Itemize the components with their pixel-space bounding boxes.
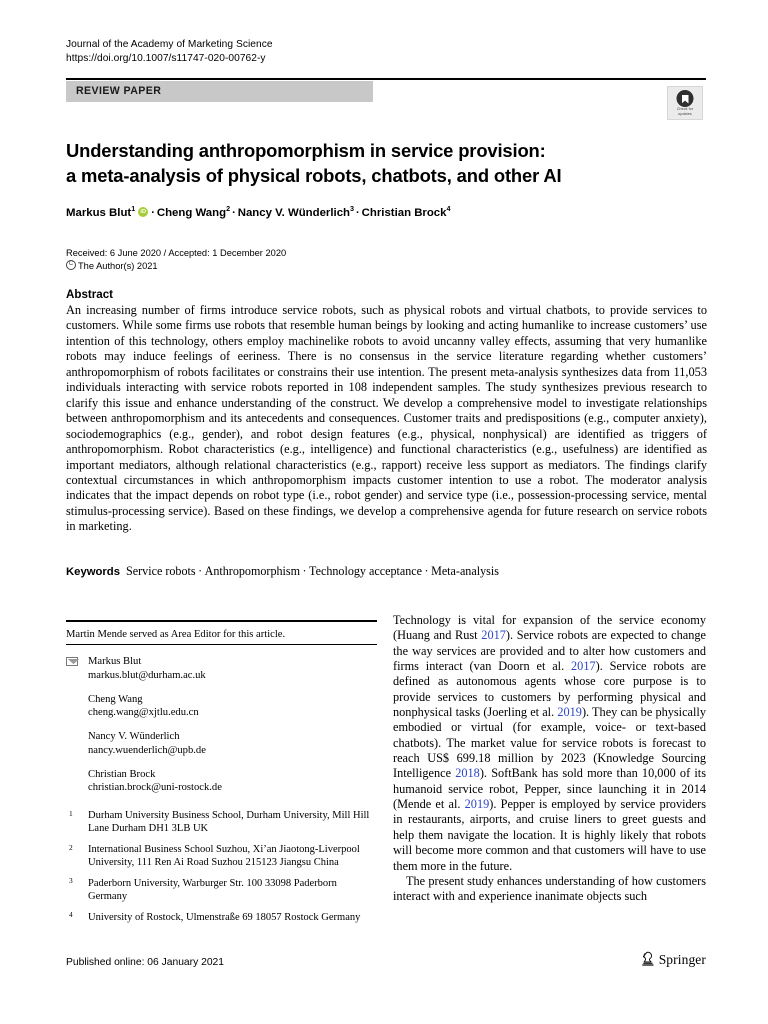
contact-name: Christian Brock (88, 768, 156, 780)
contact-email[interactable]: christian.brock@uni-rostock.de (88, 781, 222, 793)
received-accepted: Received: 6 June 2020 / Accepted: 1 December 2020 (66, 248, 287, 258)
author-affil-marker: 2 (226, 204, 231, 214)
contact-name: Markus Blut (88, 656, 142, 668)
keyword-item[interactable]: Meta-analysis (431, 564, 499, 578)
contact-name: Nancy V. Wünderlich (88, 731, 180, 743)
crossmark-label-line1: Check for (676, 107, 694, 111)
author-name[interactable]: Christian Brock (361, 207, 447, 219)
author-name[interactable]: Cheng Wang (156, 207, 227, 219)
page-title (66, 139, 706, 188)
affiliation-item (66, 809, 377, 835)
author-name[interactable]: Nancy V. Wünderlich (237, 207, 350, 219)
keyword-item[interactable]: Technology acceptance (309, 564, 423, 578)
author-list (66, 205, 706, 221)
keywords-label: Keywords (66, 566, 120, 578)
journal-name: Journal of the Academy of Marketing Science (66, 39, 273, 50)
contact-email[interactable]: markus.blut@durham.ac.uk (88, 669, 206, 681)
editor-note-rule-bottom (66, 644, 377, 645)
springer-knight-icon (641, 951, 655, 968)
para1-part5: ). SoftBank has sold more than 10,000 of its humanoid service robot, Pepper, since launching it in 2014 (Mende et al. (393, 766, 706, 812)
affiliation-number: 1 (69, 808, 73, 818)
affiliation-text: University of Rostock, Ulmenstraße 69 18057 Rostock Germany (88, 911, 361, 923)
author-separator: · (151, 207, 155, 219)
contact-email[interactable]: nancy.wuenderlich@upb.de (88, 744, 206, 756)
author-contact (66, 730, 377, 756)
citation-link[interactable]: 2019 (557, 705, 582, 720)
author-info-column (66, 620, 377, 932)
author-affil-marker: 4 (446, 204, 451, 214)
publication-dates (66, 247, 566, 273)
para1-part3: ). Service robots are defined as autonomous agents whose core purpose is to provide services to customers by performing physical and nonphysical tasks (Joerling et al. (393, 659, 706, 720)
citation-link[interactable]: 2017 (571, 659, 596, 674)
contact-email[interactable]: cheng.wang@xjtlu.edu.cn (88, 707, 199, 719)
affiliation-text: International Business School Suzhou, Xi’an Jiaotong-Liverpool University, 111 Ren Ai Road Suzhou 215123 Jiangsu China (88, 844, 360, 869)
contact-name: Cheng Wang (88, 693, 143, 705)
published-online: Published online: 06 January 2021 (66, 957, 225, 968)
orcid-icon[interactable] (138, 207, 148, 217)
author-name[interactable]: Markus Blut (66, 207, 132, 219)
para1-part2: ). Service robots are expected to change the way services are provided and to alter how customers and firms interact (van Doorn et al. (393, 628, 706, 674)
body-paragraph-1 (393, 613, 706, 874)
para1-part4: ). They can be physically embodied or virtual (for example, voice- or text-based chatbots). The market value for service robots is forecast to reach US$ 699.18 million by 2023 (Knowledge Sourcing Intelligence (393, 705, 706, 781)
author-separator: · (232, 207, 236, 219)
para1-part1: Technology is vital for expansion of the service economy (Huang and Rust (393, 613, 706, 643)
springer-logo (641, 951, 706, 968)
introduction-column (393, 613, 706, 905)
author-separator: · (355, 207, 360, 219)
keyword-item[interactable]: Anthropomorphism (204, 564, 301, 578)
abstract-text: An increasing number of firms introduce service robots, such as physical robots and virtual chatbots, to provide services to customers. While some firms use robots that resemble human beings by looking and acting humanlike to increase customers’ use intention of this technology, others employ machinelike robots to avoid uncanny valley effects, assuming that very humanlike robots may induce feelings of eeriness. There is no consensus in the service literature regarding whether customers’ anthropomorphism of robots facilitates or constrains their use intention. The present meta-analysis synthesizes data from 11,053 individuals interacting with service robots reported in 108 independent samples. The study synthesizes previous research to clarify this issue and enhance understanding of the construct. We develop a comprehensive model to investigate relationships between anthropomorphism and its antecedents and consequences. Customer traits and predispositions (e.g., computer anxiety), sociodemographics (e.g., gender), and robot design features (e.g., physical, nonphysical) are identified as triggers of anthropomorphism. Robot characteristics (e.g., intelligence) and functional characteristics (e.g., usefulness) are identified as important mediators, although relational characteristics (e.g., rapport) receive less support as mediators. The findings clarify contextual circumstances in which anthropomorphism impacts customer intention to use a robot. The moderator analysis indicates that the impact depends on robot type (i.e., robot gender) and service type (i.e., possession-processing service, mental stimulus-processing service). Based on these findings, we develop a comprehensive agenda for future research on service robots in marketing. (66, 303, 707, 534)
article-type-band (66, 81, 373, 102)
check-for-updates-badge[interactable] (667, 86, 703, 120)
title-line-1: Understanding anthropomorphism in service provision: (66, 140, 546, 161)
doi-link[interactable]: https://doi.org/10.1007/s11747-020-00762-y (66, 53, 266, 64)
affiliation-number: 2 (69, 842, 73, 852)
area-editor-note: Martin Mende served as Area Editor for this article. (66, 628, 286, 640)
keyword-separator: · (424, 564, 429, 578)
abstract-heading: Abstract (66, 288, 114, 301)
author-affil-marker: 1 (131, 204, 136, 214)
crossmark-label-line2: updates (678, 111, 692, 116)
copyright-line (66, 260, 566, 273)
author-contact (66, 693, 377, 719)
keyword-separator: · (302, 564, 307, 578)
copyright-text: The Author(s) 2021 (78, 260, 158, 271)
article-type-label: REVIEW PAPER (76, 84, 162, 97)
editor-note-rule-top (66, 620, 377, 622)
crossmark-label (668, 107, 702, 116)
author-contact (66, 768, 377, 794)
corresponding-author-contact (66, 655, 377, 681)
springer-wordmark: Springer (658, 951, 706, 967)
affiliation-item (66, 911, 377, 924)
affiliation-number: 3 (69, 876, 73, 886)
masthead (66, 38, 706, 66)
keyword-item[interactable]: Service robots (126, 564, 196, 578)
citation-link[interactable]: 2019 (464, 797, 490, 812)
affiliation-item (66, 877, 377, 903)
crossmark-icon (677, 90, 694, 107)
keyword-separator: · (198, 564, 203, 578)
copyright-icon (66, 260, 76, 270)
citation-link[interactable]: 2018 (455, 766, 480, 781)
title-line-2: a meta-analysis of physical robots, chatbots, and other AI (66, 164, 562, 186)
citation-link[interactable]: 2017 (481, 628, 506, 643)
envelope-icon (66, 657, 78, 666)
para1-part6: ). Pepper is employed by service providers in restaurants, airports, and cruise liners to greet guests and help them navigate the location. It is highly likely that robots will become more common and that customers will have to use them more in the future. (393, 797, 706, 873)
affiliation-text: Durham University Business School, Durham University, Mill Hill Lane Durham DH1 3LB UK (88, 810, 370, 835)
bookmark-icon (682, 95, 689, 104)
affiliation-number: 4 (69, 910, 73, 920)
affiliation-item (66, 843, 377, 869)
keywords (66, 564, 707, 580)
affiliation-text: Paderborn University, Warburger Str. 100 33098 Paderborn Germany (88, 877, 337, 903)
body-paragraph-2: The present study enhances understanding of how customers interact with and experience inanimate objects such (393, 873, 706, 904)
author-affil-marker: 3 (349, 204, 354, 214)
